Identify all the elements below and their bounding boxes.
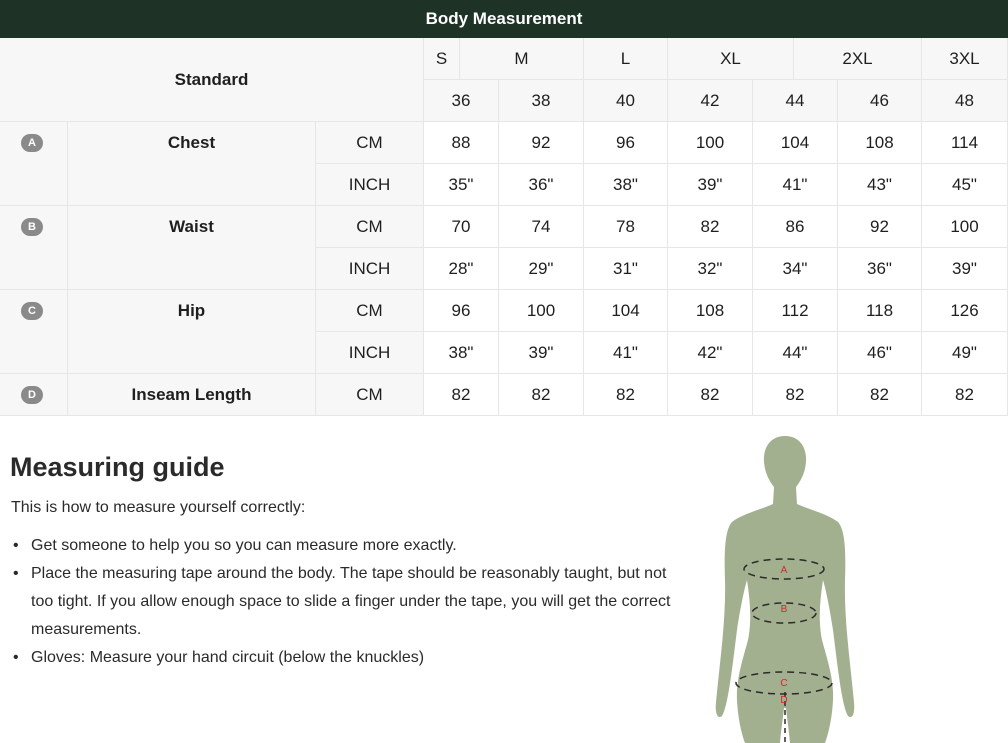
table-cell: 39" bbox=[499, 332, 584, 374]
table-cell: 100 bbox=[499, 290, 584, 332]
badge-c: C bbox=[21, 302, 43, 320]
table-cell: 82 bbox=[499, 374, 584, 416]
table-cell: 104 bbox=[753, 122, 838, 164]
guide-intro: This is how to measure yourself correctly: bbox=[11, 499, 306, 516]
table-cell: 38" bbox=[584, 164, 668, 206]
table-cell: 126 bbox=[922, 290, 1008, 332]
badge-d: D bbox=[21, 386, 43, 404]
table-cell: 104 bbox=[584, 290, 668, 332]
table-cell: 42" bbox=[668, 332, 753, 374]
guide-title: Measuring guide bbox=[10, 452, 225, 482]
table-cell: 39" bbox=[668, 164, 753, 206]
measure-name: Hip bbox=[68, 290, 316, 374]
guide-list bbox=[11, 532, 671, 672]
table-cell: 34" bbox=[753, 248, 838, 290]
table-cell: 28" bbox=[424, 248, 499, 290]
figure-label-a: A bbox=[780, 565, 788, 576]
unit-label: CM bbox=[316, 374, 424, 416]
table-cell: 114 bbox=[922, 122, 1008, 164]
table-cell: 49" bbox=[922, 332, 1008, 374]
standard-header: Standard bbox=[0, 38, 424, 122]
table-cell: 96 bbox=[424, 290, 499, 332]
size-label-s: S bbox=[424, 38, 460, 80]
figure-label-b: B bbox=[780, 604, 788, 615]
table-cell: 82 bbox=[668, 374, 753, 416]
table-cell: 108 bbox=[668, 290, 753, 332]
size-number: 48 bbox=[922, 80, 1008, 122]
table-cell: 82 bbox=[922, 374, 1008, 416]
table-cell: 44" bbox=[753, 332, 838, 374]
table-cell: 32" bbox=[668, 248, 753, 290]
table-cell: 70 bbox=[424, 206, 499, 248]
size-label-xl: XL bbox=[668, 38, 794, 80]
table-cell: 82 bbox=[424, 374, 499, 416]
size-number: 36 bbox=[424, 80, 499, 122]
table-cell: 100 bbox=[922, 206, 1008, 248]
measure-name: Chest bbox=[68, 122, 316, 206]
table-cell: 82 bbox=[584, 374, 668, 416]
figure-label-c: C bbox=[780, 678, 788, 689]
table-cell: 45" bbox=[922, 164, 1008, 206]
table-cell: 36" bbox=[838, 248, 922, 290]
table-cell: 108 bbox=[838, 122, 922, 164]
size-number: 46 bbox=[838, 80, 922, 122]
measure-name: Waist bbox=[68, 206, 316, 290]
figure-label-d: D bbox=[780, 695, 788, 706]
table-cell: 39" bbox=[922, 248, 1008, 290]
table-cell: 35" bbox=[424, 164, 499, 206]
table-cell: 38" bbox=[424, 332, 499, 374]
size-number: 40 bbox=[584, 80, 668, 122]
unit-label: INCH bbox=[316, 332, 424, 374]
unit-label: CM bbox=[316, 290, 424, 332]
table-cell: 41" bbox=[584, 332, 668, 374]
table-cell: 82 bbox=[838, 374, 922, 416]
unit-label: INCH bbox=[316, 248, 424, 290]
size-label-2xl: 2XL bbox=[794, 38, 922, 80]
unit-label: INCH bbox=[316, 164, 424, 206]
unit-label: CM bbox=[316, 122, 424, 164]
table-cell: 36" bbox=[499, 164, 584, 206]
table-cell: 92 bbox=[838, 206, 922, 248]
table-cell: 31" bbox=[584, 248, 668, 290]
table-cell: 82 bbox=[668, 206, 753, 248]
unit-label: CM bbox=[316, 206, 424, 248]
table-cell: 29" bbox=[499, 248, 584, 290]
size-label-3xl: 3XL bbox=[922, 38, 1008, 80]
size-number: 42 bbox=[668, 80, 753, 122]
size-number: 38 bbox=[499, 80, 584, 122]
table-title: Body Measurement bbox=[425, 9, 583, 28]
table-cell: 88 bbox=[424, 122, 499, 164]
guide-item: • Place the measuring tape around the body. The tape should be reasonably taught, but not too tight. If you allow enough space to slide a finger under the tape, you will get the correct measurements. bbox=[11, 560, 671, 644]
table-cell: 86 bbox=[753, 206, 838, 248]
size-number: 44 bbox=[753, 80, 838, 122]
table-cell: 100 bbox=[668, 122, 753, 164]
guide-item: • Gloves: Measure your hand circuit (below the knuckles) bbox=[11, 644, 671, 672]
measure-name: Inseam Length bbox=[68, 374, 316, 416]
badge-a: A bbox=[21, 134, 43, 152]
size-label-m: M bbox=[460, 38, 584, 80]
table-cell: 46" bbox=[838, 332, 922, 374]
table-cell: 92 bbox=[499, 122, 584, 164]
table-cell: 118 bbox=[838, 290, 922, 332]
table-cell: 74 bbox=[499, 206, 584, 248]
table-cell: 41" bbox=[753, 164, 838, 206]
guide-item: • Get someone to help you so you can measure more exactly. bbox=[11, 532, 671, 560]
table-cell: 43" bbox=[838, 164, 922, 206]
table-cell: 96 bbox=[584, 122, 668, 164]
badge-b: B bbox=[21, 218, 43, 236]
table-cell: 112 bbox=[753, 290, 838, 332]
table-banner bbox=[0, 0, 1008, 38]
table-cell: 78 bbox=[584, 206, 668, 248]
table-cell: 82 bbox=[753, 374, 838, 416]
size-label-l: L bbox=[584, 38, 668, 80]
body-silhouette-figure bbox=[700, 430, 870, 743]
